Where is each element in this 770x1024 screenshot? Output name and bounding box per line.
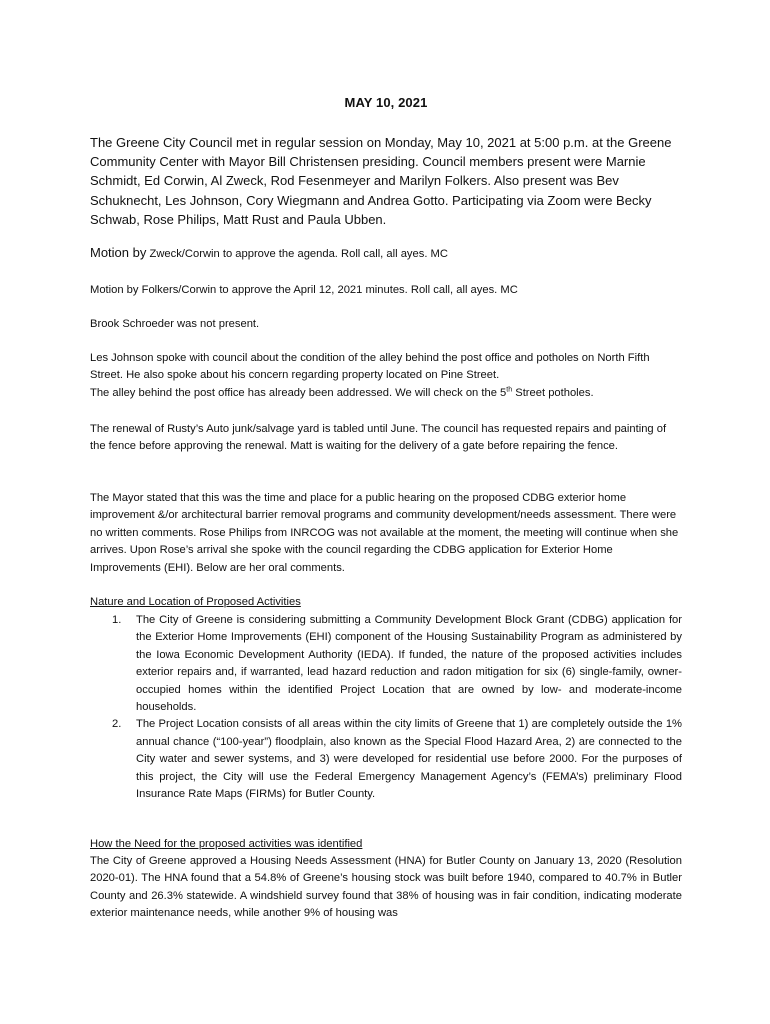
list-item-number: 1. (112, 614, 122, 626)
absent-paragraph: Brook Schroeder was not present. (90, 318, 260, 330)
johnson-concern-text: Les Johnson spoke with council about the condition of the alley behind the post office and potholes on North Fifth Street. He also spoke about his concern regarding property located on Pine Street. (90, 352, 650, 382)
list-item-text: The City of Greene is considering submitting a Community Development Block Grant (CDBG) application for the Exterior Home Improvements (EHI) component of the Housing Sustainability Program as administered by the Iowa Economic Development Authority (IEDA). If funded, the nature of the proposed activities includes exterior repairs and, if warranted, lead hazard reduction and radon mitigation for six (6) single-family, owner-occupied homes within the identified Project Location that are owned by low- and moderate-income households. (136, 614, 682, 714)
section-nature-location-heading: Nature and Location of Proposed Activities (90, 596, 301, 608)
intro-paragraph: The Greene City Council met in regular session on Monday, May 10, 2021 at 5:00 p.m. at the Greene Community Center with Mayor Bill Christensen presiding. Council members present were Marnie Schmidt, Ed Corwin, Al Zweck, Rod Fesenmeyer and Marilyn Folkers. Also present was Bev Schuknecht, Les Johnson, Cory Wiegmann and Andrea Gotto. Participating via Zoom were Becky Schwab, Rose Philips, Matt Rust and Paula Ubben. (90, 135, 672, 227)
motion-agenda-prefix: Motion by (90, 245, 147, 260)
johnson-response-part1: The alley behind the post office has already been addressed. We will check on the 5 (90, 386, 507, 399)
list-item-text: The Project Location consists of all areas within the city limits of Greene that 1) are completely outside the 1% annual chance (“100-year”) floodplain, also known as the Special Flood Hazard Area, 2) are connected to the City water and sewer systems, and 3) were developed for residential use before 2000. For the purposes of this project, the City will use the Federal Emergency Management Agency’s (FEMA’s) preliminary Flood Insurance Rate Maps (FIRMs) for Butler County. (136, 718, 682, 801)
list-item (90, 716, 682, 803)
list-item (90, 612, 682, 716)
section-need-heading: How the Need for the proposed activities was identified (90, 838, 363, 850)
need-paragraph: The City of Greene approved a Housing Needs Assessment (HNA) for Butler County on January 13, 2020 (Resolution 2020-01). The HNA found that a 54.8% of Greene’s housing stock was built before 1940, compared to 40.7% in Butler County and 26.3% statewide. A windshield survey found that 38% of housing was in fair condition, indicating moderate exterior maintenance needs, while another 9% of housing was (90, 855, 682, 920)
johnson-response-part2: Street potholes. (512, 386, 594, 399)
motion-minutes-paragraph: Motion by Folkers/Corwin to approve the April 12, 2021 minutes. Roll call, all ayes. MC (90, 284, 518, 296)
public-hearing-paragraph: The Mayor stated that this was the time and place for a public hearing on the proposed CDBG exterior home improvement &/or architectural barrier removal programs and community development/needs assessment. There were no written comments. Rose Philips from INRCOG was not available at the moment, the meeting will continue when she arrives. Upon Rose’s arrival she spoke with the council regarding the CDBG application for Exterior Home Improvements (EHI). Below are her oral comments. (90, 492, 679, 574)
motion-agenda-text: Zweck/Corwin to approve the agenda. Roll call, all ayes. MC (146, 248, 448, 260)
document-title: MAY 10, 2021 (344, 95, 428, 110)
johnson-paragraph (90, 350, 682, 402)
nature-location-list (90, 612, 682, 803)
motion-agenda-paragraph (90, 244, 682, 263)
ordinal-suffix: th (506, 386, 513, 394)
list-item-number: 2. (112, 718, 122, 731)
rusty-auto-paragraph: The renewal of Rusty’s Auto junk/salvage yard is tabled until June. The council has requested repairs and painting of the fence before approving the renewal. Matt is waiting for the delivery of a gate before repairing the fence. (90, 423, 667, 453)
johnson-response-text (90, 385, 682, 402)
